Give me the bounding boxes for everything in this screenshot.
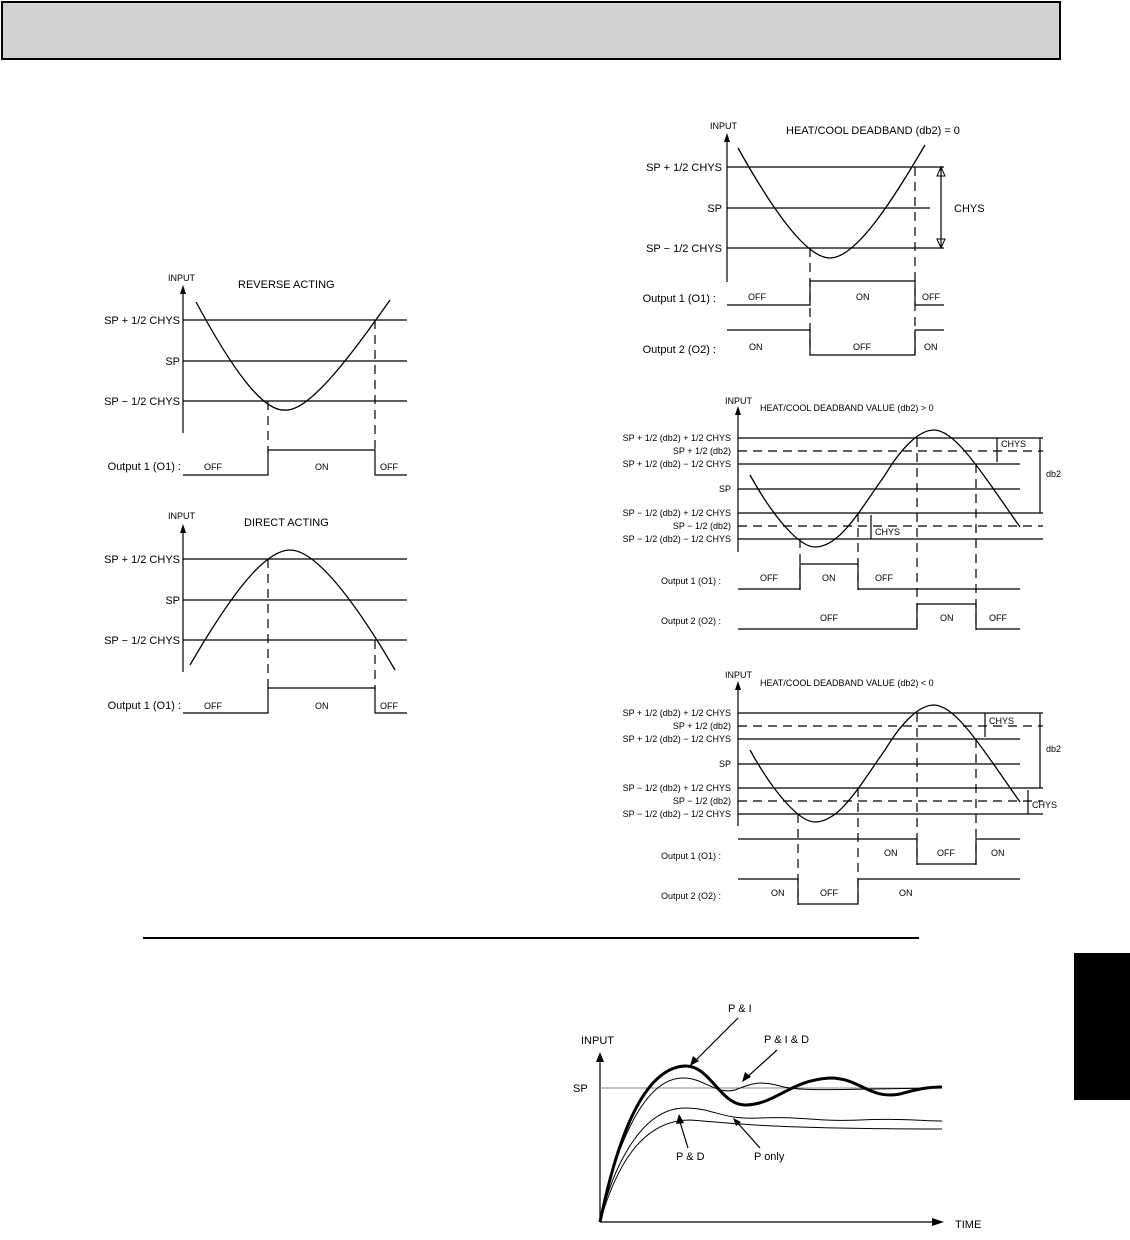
dbp-level-label: SP − 1/2 (db2) <box>672 521 731 531</box>
dbp-chys-upper-label: CHYS <box>1001 439 1027 449</box>
db0-o1-state: OFF <box>748 292 766 302</box>
dbn-o2-state: ON <box>771 888 785 898</box>
direct-output-label: Output 1 (O1) : <box>107 700 181 712</box>
response-y-arrow <box>596 1052 604 1062</box>
dbn-level-label: SP + 1/2 (db2) + 1/2 CHYS <box>622 708 731 718</box>
direct-axis-arrow <box>180 524 186 533</box>
dbn-level-label: SP + 1/2 (db2) <box>672 721 731 731</box>
dbn-chys-lower-label: CHYS <box>1032 800 1058 810</box>
p-only-curve <box>600 1120 942 1222</box>
dbp-level-label: SP − 1/2 (db2) − 1/2 CHYS <box>622 534 731 544</box>
dbp-chys-lower-label: CHYS <box>875 527 901 537</box>
db0-level-label: SP − 1/2 CHYS <box>646 243 722 255</box>
response-diagram <box>573 1003 981 1231</box>
dbp-axis-label: INPUT <box>725 396 752 406</box>
db0-output1-label: Output 1 (O1) : <box>642 293 716 305</box>
db0-input-curve <box>738 145 925 258</box>
response-label-pi: P & I <box>728 1003 752 1015</box>
dbp-title: HEAT/COOL DEADBAND VALUE (db2) > 0 <box>760 403 934 413</box>
pi-pointer <box>692 1018 738 1064</box>
dbp-level-label: SP + 1/2 (db2) + 1/2 CHYS <box>622 433 731 443</box>
direct-state: ON <box>315 701 329 711</box>
dbp-output2-waveform <box>738 604 1020 629</box>
dbn-level-label: SP − 1/2 (db2) − 1/2 CHYS <box>622 809 731 819</box>
dbp-o2-state: OFF <box>820 613 838 623</box>
dbn-o1-state: ON <box>884 848 898 858</box>
dbn-o1-state: ON <box>991 848 1005 858</box>
db0-title: HEAT/COOL DEADBAND (db2) = 0 <box>786 125 960 137</box>
dbn-chys-upper-label: CHYS <box>989 716 1015 726</box>
dbp-o1-state: OFF <box>875 573 893 583</box>
reverse-axis-label: INPUT <box>168 273 195 283</box>
pid-pointer-arrow <box>742 1072 751 1082</box>
reverse-acting-diagram <box>104 273 407 475</box>
direct-level-label: SP − 1/2 CHYS <box>104 635 180 647</box>
reverse-level-label: SP − 1/2 CHYS <box>104 396 180 408</box>
dbp-level-label: SP + 1/2 (db2) − 1/2 CHYS <box>622 459 731 469</box>
dbp-o2-state: OFF <box>989 613 1007 623</box>
dbn-output1-label: Output 1 (O1) : <box>660 851 721 861</box>
dbn-axis-arrow <box>735 681 741 690</box>
db0-o2-state: ON <box>924 342 938 352</box>
reverse-level-label: SP <box>165 356 180 368</box>
db0-level-label: SP <box>707 203 722 215</box>
p-and-d-curve <box>600 1108 942 1222</box>
dbn-o2-state: OFF <box>820 888 838 898</box>
dbn-o2-state: ON <box>899 888 913 898</box>
dbp-output2-label: Output 2 (O2) : <box>660 616 721 626</box>
direct-title: DIRECT ACTING <box>244 517 329 529</box>
dbp-db2-label: db2 <box>1046 469 1062 479</box>
dbn-level-label: SP − 1/2 (db2) <box>672 796 731 806</box>
direct-level-label: SP <box>165 595 180 607</box>
pd-pointer <box>680 1122 688 1148</box>
dbn-output1-waveform <box>738 839 1020 864</box>
reverse-axis-arrow <box>180 285 186 294</box>
deadband-negative-diagram <box>623 670 1061 905</box>
db0-output2-label: Output 2 (O2) : <box>642 344 716 356</box>
dbp-o2-state: ON <box>940 613 954 623</box>
reverse-title: REVERSE ACTING <box>238 279 335 291</box>
response-setpoint-label: SP <box>573 1083 588 1095</box>
reverse-level-label: SP + 1/2 CHYS <box>104 315 180 327</box>
deadband-positive-diagram <box>623 396 1061 630</box>
dbn-level-label: SP + 1/2 (db2) − 1/2 CHYS <box>622 734 731 744</box>
direct-state: OFF <box>204 701 222 711</box>
response-label-pid: P & I & D <box>764 1034 810 1046</box>
dbp-axis-arrow <box>735 406 741 415</box>
db0-o1-state: ON <box>856 292 870 302</box>
reverse-state: OFF <box>204 462 222 472</box>
response-label-pd: P & D <box>676 1151 705 1163</box>
direct-state: OFF <box>380 701 398 711</box>
response-y-label: INPUT <box>581 1035 614 1047</box>
response-x-arrow <box>932 1218 944 1226</box>
dbp-level-label: SP − 1/2 (db2) + 1/2 CHYS <box>622 508 731 518</box>
db0-level-label: SP + 1/2 CHYS <box>646 162 722 174</box>
dbp-level-label: SP <box>718 484 731 494</box>
direct-axis-label: INPUT <box>168 511 195 521</box>
pi-pointer-arrow <box>690 1056 699 1066</box>
response-x-label: TIME <box>955 1219 982 1231</box>
dbn-o1-state: OFF <box>937 848 955 858</box>
dbp-output1-label: Output 1 (O1) : <box>660 576 721 586</box>
response-label-p-only: P only <box>754 1151 785 1163</box>
direct-input-curve <box>190 550 395 670</box>
db0-o2-state: OFF <box>853 342 871 352</box>
db0-o2-state: ON <box>749 342 763 352</box>
db0-o1-state: OFF <box>922 292 940 302</box>
deadband-zero-diagram <box>643 121 985 356</box>
db0-chys-label: CHYS <box>954 203 985 215</box>
direct-acting-diagram <box>104 511 407 713</box>
dbn-title: HEAT/COOL DEADBAND VALUE (db2) < 0 <box>760 678 934 688</box>
p-and-i-curve <box>600 1066 942 1222</box>
reverse-output-label: Output 1 (O1) : <box>107 461 181 473</box>
db0-axis-arrow <box>724 133 730 142</box>
dbp-o1-state: OFF <box>760 573 778 583</box>
reverse-input-curve <box>196 300 390 410</box>
dbn-level-label: SP − 1/2 (db2) + 1/2 CHYS <box>622 783 731 793</box>
dbn-db2-label: db2 <box>1046 744 1062 754</box>
dbn-axis-label: INPUT <box>725 670 752 680</box>
dbn-level-label: SP <box>718 759 731 769</box>
dbn-output2-label: Output 2 (O2) : <box>660 891 721 901</box>
pd-pointer-arrow <box>676 1114 684 1124</box>
reverse-state: OFF <box>380 462 398 472</box>
dbp-level-label: SP + 1/2 (db2) <box>672 446 731 456</box>
direct-level-label: SP + 1/2 CHYS <box>104 554 180 566</box>
reverse-state: ON <box>315 462 329 472</box>
dbp-o1-state: ON <box>822 573 836 583</box>
db0-axis-label: INPUT <box>710 121 737 131</box>
